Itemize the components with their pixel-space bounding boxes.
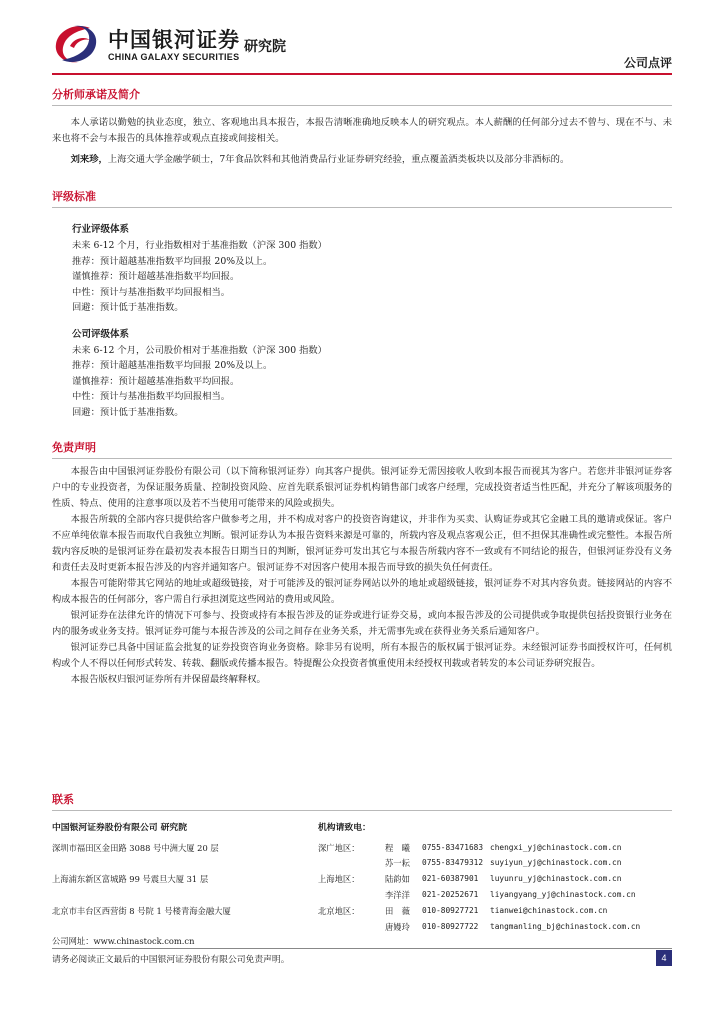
galaxy-logo-icon xyxy=(50,22,102,66)
office-address: 深圳市福田区金田路 3088 号中洲大厦 20 层 xyxy=(52,843,219,853)
institution-hotline-label: 机构请致电： xyxy=(318,823,371,833)
rating-line: 中性：预计与基准指数平均回报相当。 xyxy=(72,286,231,298)
contact-phone: 0755-83471683 xyxy=(422,843,484,852)
section-title: 评级标准 xyxy=(52,190,672,208)
brand-name-cn: 中国银河证券 xyxy=(108,28,240,52)
rating-line: 回避：预计低于基准指数。 xyxy=(72,302,184,313)
header-rule xyxy=(52,73,672,75)
contact-name: 李洋洋 xyxy=(385,890,410,900)
contact-email[interactable]: luyunru_yj@chinastock.com.cn xyxy=(490,874,622,883)
rating-line: 未来 6-12 个月，公司股价相对于基准指数（沪深 300 指数） xyxy=(72,344,327,356)
disclaimer-paragraph: 本报告所载的全部内容只提供给客户做参考之用，并不构成对客户的投资咨询建议，并非作为买卖、认购证券或其它金融工具的邀请或保证。客户不应单纯依靠本报告而取代自我独立判断。银河证券认为本报告资料来源是可靠的，所载内容及观点客观公正，但不担保其准确性或完整性。本报告所载内容反映的是银河证券在最初发表本报告日期当日的判断，银河证券可发出其它与本报告所载内容不一致或有不同结论的报告，但银河证券没有义务和责任去及时更新本报告涉及的内容并通知客户。银河证券不对因客户使用本报告而导致的损失负任何责任。 xyxy=(52,514,672,573)
contact-name: 田 薇 xyxy=(385,906,410,916)
contact-email[interactable]: tangmanling_bj@chinastock.com.cn xyxy=(490,922,641,931)
contact-section xyxy=(52,793,672,811)
section-title: 分析师承诺及简介 xyxy=(52,88,672,106)
disclaimer-paragraph: 银河证券已具备中国证监会批复的证券投资咨询业务资格。除非另有说明，所有本报告的版权属于银河证券。未经银河证券书面授权许可，任何机构或个人不得以任何形式转发、转载、翻版或传播本报告。特提醒公众投资者慎重使用未经授权刊载或者转发的本公司证券研究报告。 xyxy=(52,642,672,669)
footer-rule xyxy=(52,948,672,949)
disclaimer-paragraph: 本报告由中国银河证券股份有限公司（以下简称银河证券）向其客户提供。银河证券无需因接收人收到本报告而视其为客户。若您并非银河证券客户中的专业投资者，为保证服务质量、控制投资风险、应首先联系银河证券机构销售部门或客户经理，完成投资者适当性匹配，并充分了解该项服务的性质、特点、使用的注意事项以及若不当使用可能带来的风险或损失。 xyxy=(52,466,672,509)
disclaimer-paragraph: 本报告可能附带其它网站的地址或超级链接，对于可能涉及的银河证券网站以外的地址或超级链接，银河证券不对其内容负责。链接网站的内容不构成本报告的任何部分，客户需自行承担浏览这些网站的费用或风险。 xyxy=(52,578,672,605)
footer-notice: 请务必阅读正文最后的中国银河证券股份有限公司免责声明。 xyxy=(52,955,290,965)
contact-email[interactable]: liyangyang_yj@chinastock.com.cn xyxy=(490,890,636,899)
contact-phone: 010-80927722 xyxy=(422,922,479,931)
analyst-name: 刘来珍， xyxy=(70,154,108,165)
contact-phone: 010-80927721 xyxy=(422,906,479,915)
company-rating-heading: 公司评级体系 xyxy=(72,328,130,340)
contact-email[interactable]: tianwei@chinastock.com.cn xyxy=(490,906,608,915)
disclaimer-paragraph: 银河证券在法律允许的情况下可参与、投资或持有本报告涉及的证券或进行证券交易，或向本报告涉及的公司提供或争取提供包括投资银行业务在内的服务或业务支持。银河证券可能与本报告涉及的公司之间存在业务关系，并无需事先或在获得业务关系后通知客户。 xyxy=(52,610,672,637)
analyst-section xyxy=(52,88,672,168)
contact-email[interactable]: suyiyun_yj@chinastock.com.cn xyxy=(490,858,622,867)
brand-name-en: CHINA GALAXY SECURITIES xyxy=(108,52,240,62)
rating-line: 谨慎推荐：预计超越基准指数平均回报。 xyxy=(72,271,240,282)
analyst-bio-paragraph xyxy=(52,152,672,168)
industry-rating-heading: 行业评级体系 xyxy=(72,224,130,235)
contact-email[interactable]: chengxi_yj@chinastock.com.cn xyxy=(490,843,622,852)
company-website[interactable]: 公司网址：www.chinastock.com.cn xyxy=(52,936,195,946)
rating-line: 未来 6-12 个月，行业指数相对于基准指数（沪深 300 指数） xyxy=(72,240,327,251)
rating-line: 中性：预计与基准指数平均回报相当。 xyxy=(72,391,231,402)
contact-phone: 0755-83479312 xyxy=(422,858,484,867)
rating-line: 回避：预计低于基准指数。 xyxy=(72,406,184,418)
analyst-bio: 上海交通大学金融学硕士，7年食品饮料和其他消费品行业证券研究经验，重点覆盖酒类板块以及部分非酒标的。 xyxy=(107,154,570,165)
disclaimer-section xyxy=(52,441,672,688)
contact-name: 苏一耘 xyxy=(385,858,410,868)
contact-company: 中国银河证券股份有限公司 研究院 xyxy=(52,823,188,833)
contact-phone: 021-60387901 xyxy=(422,874,479,883)
rating-line: 推荐：预计超越基准指数平均回报 20%及以上。 xyxy=(72,360,273,371)
section-title: 免责声明 xyxy=(52,441,672,459)
section-title: 联系 xyxy=(52,793,672,811)
contact-name: 陆韵如 xyxy=(385,874,410,884)
region-label: 北京地区： xyxy=(318,906,360,916)
contact-name: 唐嫚玲 xyxy=(385,922,410,932)
document-type: 公司点评 xyxy=(623,56,672,70)
rating-line: 谨慎推荐：预计超越基准指数平均回报。 xyxy=(72,375,240,387)
disclaimer-paragraph: 本报告版权归银河证券所有并保留最终解释权。 xyxy=(70,674,266,685)
office-address: 北京市丰台区西营街 8 号院 1 号楼青海金融大厦 xyxy=(52,906,231,916)
contact-name: 程 曦 xyxy=(385,843,410,853)
region-label: 深广地区： xyxy=(318,843,360,853)
region-label: 上海地区： xyxy=(318,874,360,884)
analyst-commitment: 本人承诺以勤勉的执业态度，独立、客观地出具本报告，本报告清晰准确地反映本人的研究观点。本人薪酬的任何部分过去不曾与、现在不与、未来也将不会与本报告的具体推荐或观点直接或间接相关。 xyxy=(52,117,672,144)
institute-label: 研究院 xyxy=(244,39,286,55)
rating-line: 推荐：预计超越基准指数平均回报 20%及以上。 xyxy=(72,255,273,267)
office-address: 上海浦东新区富城路 99 号震旦大厦 31 层 xyxy=(52,874,209,884)
rating-section xyxy=(52,190,672,420)
page-number: 4 xyxy=(656,950,672,966)
contact-phone: 021-20252671 xyxy=(422,890,479,899)
